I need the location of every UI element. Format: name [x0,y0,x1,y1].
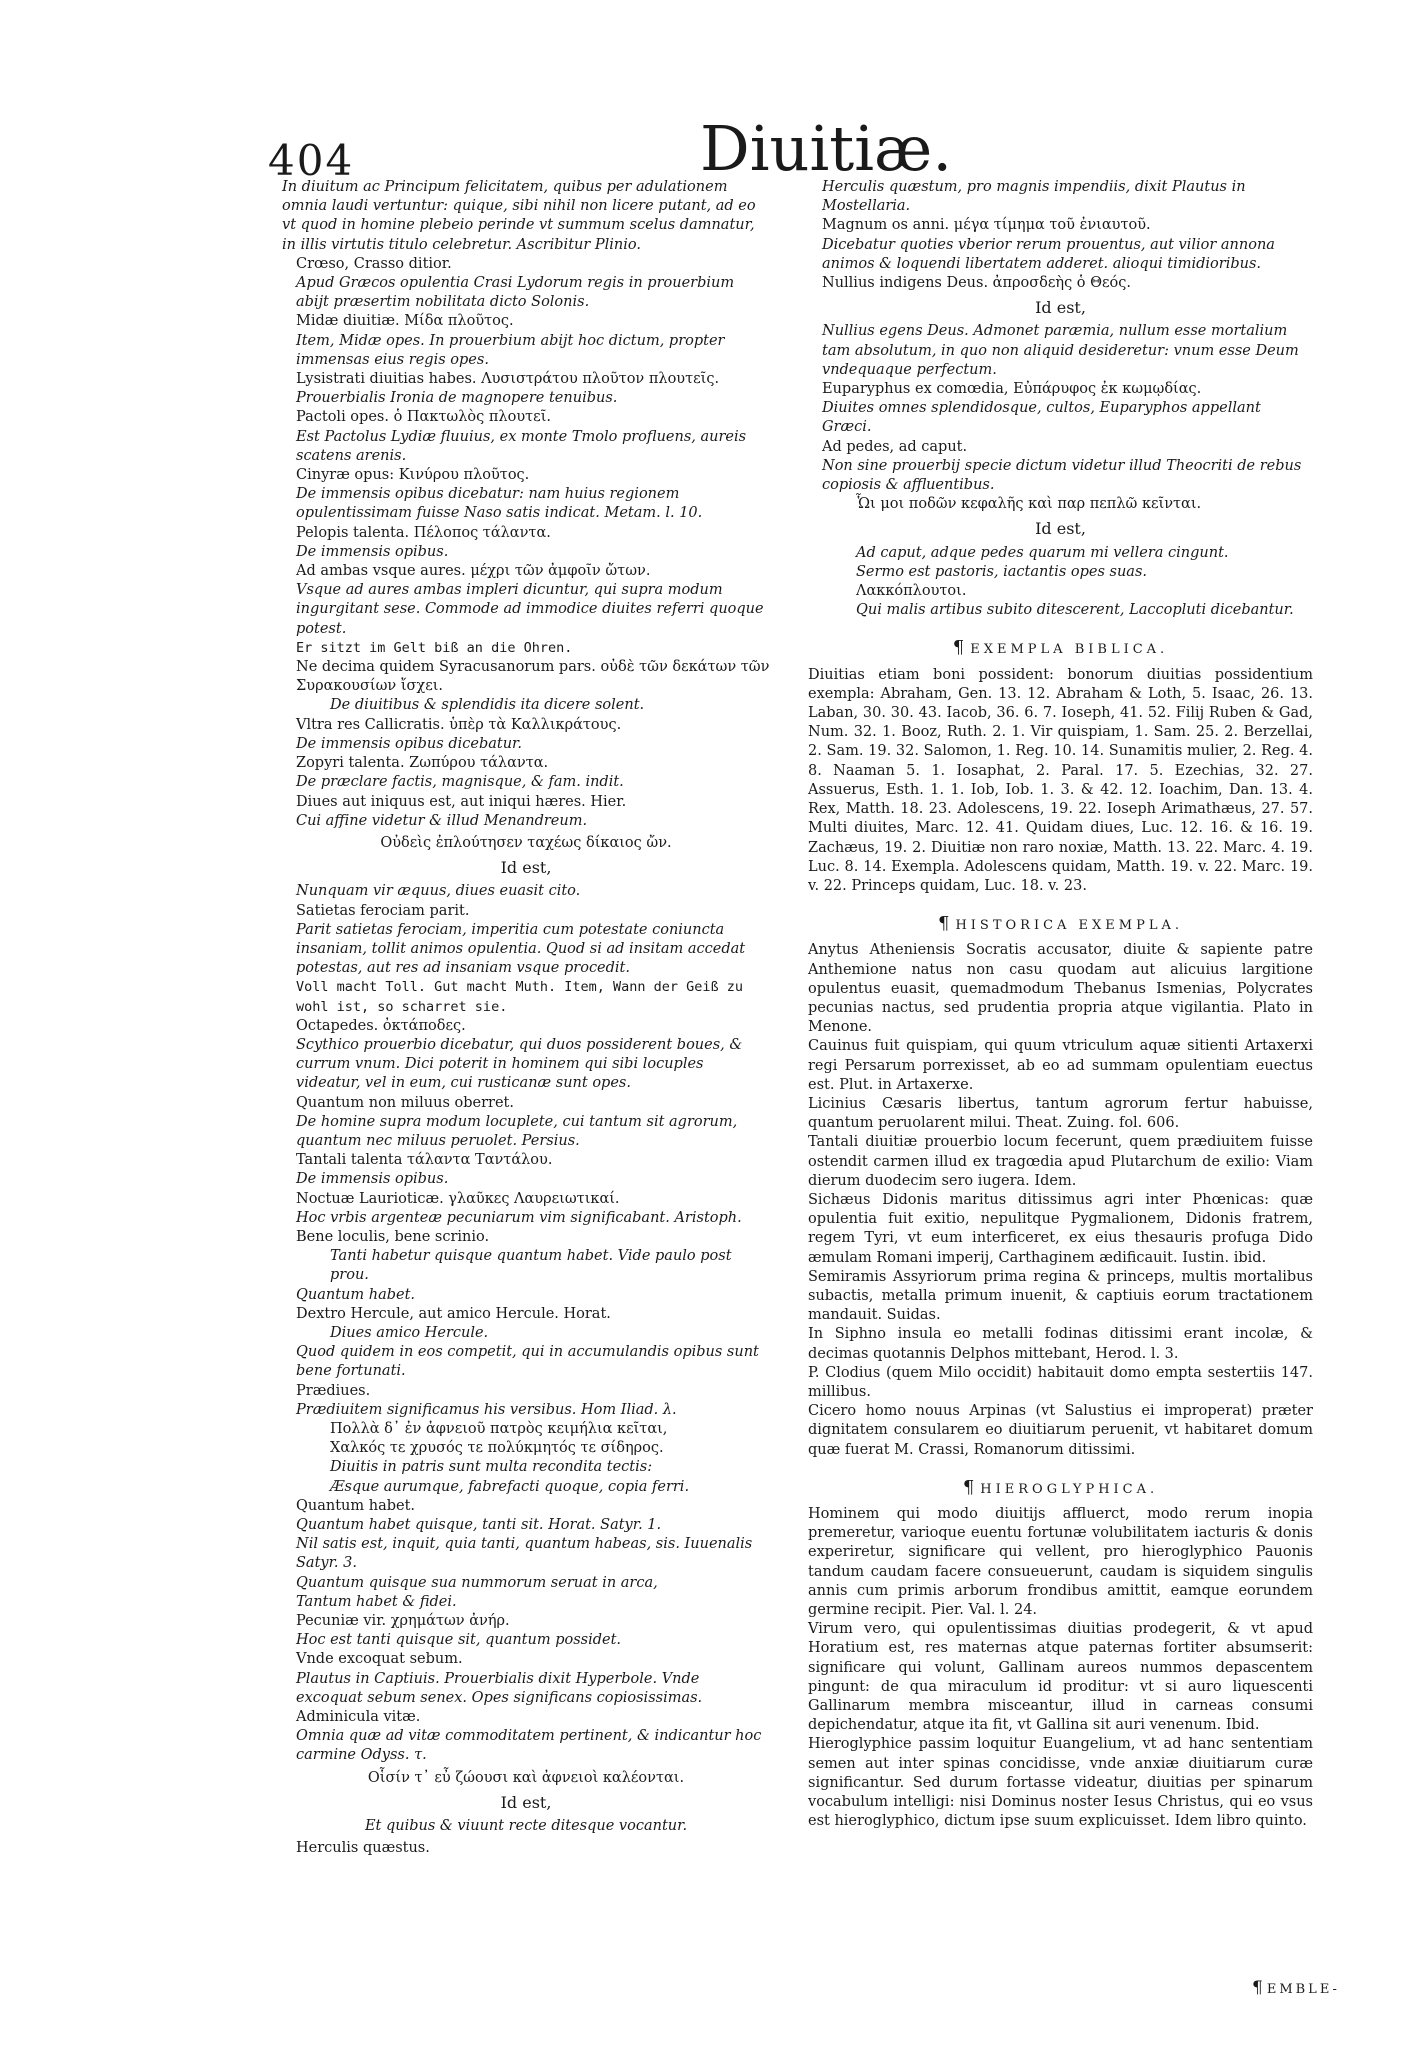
text-line: Ad ambas vsque aures. μέχρι τῶν ἀμφοῖν ὤτων. [296,563,651,580]
text-line: Crœso, Crasso ditior. [296,255,452,272]
text-line: De præclare factis, magnisque, & fam. indit. [296,774,624,791]
historica-paragraph: In Siphno insula eo metalli fodinas ditissimi erant incolæ, & decimas quotannis Delphos mittebant, Herod. l. 3. [808,1326,1313,1362]
text-line: Vnde excoquat sebum. [296,1651,463,1668]
text-line: De diuitibus & splendidis ita dicere solent. [330,697,645,714]
text-line: Quantum habet quisque, tanti sit. Horat. Satyr. 1. [296,1517,662,1534]
historica-paragraph: Cicero homo nouus Arpinas (vt Salustius ei improperat) præter dignitatem consularem eo diuitiarum peruenit, vt habitaret domum quæ fuerat M. Crassi, Romanorum ditissimi. [808,1403,1313,1458]
text-line: Magnum os anni. μέγα τίμημα τοῦ ἐνιαυτοῦ. [822,217,1151,234]
text-line: Prædiues. [296,1382,371,1399]
text-line: Ὧι μοι ποδῶν κεφαλῆς καὶ παρ πεπλῶ κεῖνται. [856,496,1202,513]
section-heading-biblica: ¶ EXEMPLA BIBLICA. [952,637,1169,659]
text-line: Vltra res Callicratis. ὑπὲρ τὰ Καλλικράτους. [296,716,622,733]
text-line: Nullius indigens Deus. ἀπροσδεὴς ὁ Θεός. [822,275,1132,292]
text-line: De immensis opibus. [296,1171,449,1188]
text-line: Πολλὰ δ᾽ ἐν ἀφνειοῦ πατρὸς κειμήλια κεῖται, [330,1421,668,1437]
section-heading-hieroglyphica: ¶ HIEROGLYPHICA. [962,1476,1159,1498]
right-column [808,178,1313,1831]
text-line: De immensis opibus dicebatur. [296,735,522,752]
text-line: Non sine prouerbij specie dictum videtur illud Theocriti de rebus copiosis & affluentibus. [822,457,1302,494]
section-mark-icon: ¶ [938,913,950,935]
catchword: ¶ EMBLE- [1252,1978,1340,1998]
text-line: Noctuæ Laurioticæ. γλαῦκες Λαυρειωτικαί. [296,1190,620,1207]
text-line: Id est, [500,858,552,878]
text-line: Ne decima quidem Syracusanorum pars. οὐδὲ τῶν δεκάτων τῶν Συρακουσίων ἴσχει. [296,659,770,695]
page-title: Diuitiæ. [700,112,953,185]
text-line: Tanti habetur quisque quantum habet. Vide paulo post prou. [330,1248,732,1284]
text-line: Er sitzt im Gelt biß an die Ohren. [296,639,573,656]
text-line: Dextro Hercule, aut amico Hercule. Horat. [296,1305,611,1322]
text-line: De immensis opibus. [296,543,449,560]
text-line: Bene loculis, bene scrinio. [296,1228,490,1245]
text-line: Οἷσίν τ᾽ εὖ ζώουσι καὶ ἀφνειοὶ καλέονται. [367,1769,685,1786]
text-line: Zopyri talenta. Ζωπύρου τάλαντα. [296,755,549,772]
text-line: Item, Midæ opes. In prouerbium abijt hoc dictum, propter immensas eius regis opes. [296,332,725,368]
text-line: Nunquam vir æquus, diues euasit cito. [296,883,581,900]
hieroglyphica-paragraph: Hieroglyphice passim loquitur Euangelium, vt ad hanc sententiam semen aut inter spinas concidisse, vnde anxiæ diuitiarum curæ significantur. Sed durum fortasse videatur, diuitias per spinarum vocabulum intelligi: nisi Dominus noster Iesus Christus, qui eo vsus est hieroglyphico, dictum ipse suum explicuisset. Idem libro quinto. [808,1736,1313,1830]
text-line: Cinyræ opus: Κινύρου πλοῦτος. [296,467,530,484]
hieroglyphica-paragraph: Hominem qui modo diuitijs affluerct, modo rerum inopia premeretur, varioque euentu fortunæ volubilitatem iacturis & donis experiretur, significare qui vellent, pro hieroglyphico Pauonis tandum caudam facere consueuerunt, caudam is siquidem singulis annis cum primis arborum frondibus amittit, eamque eorundem germine recipit. Pier. Val. l. 24. [808,1506,1313,1619]
text-line: Midæ diuitiæ. Μίδα πλοῦτος. [296,313,514,330]
section-heading-historica: ¶ HISTORICA EXEMPLA. [938,913,1183,935]
text-line: Diuitis in patris sunt multa recondita tectis: [330,1459,653,1476]
historica-paragraph: Licinius Cæsaris libertus, tantum agrorum fertur habuisse, quantum peruolarent milui. Theat. Zuing. fol. 606. [808,1095,1313,1132]
text-line: Hoc est tanti quisque sit, quantum possidet. [296,1632,622,1649]
text-line: Χαλκός τε χρυσός τε πολύκμητός τε σίδηρος. [330,1440,664,1457]
text-line: Hoc vrbis argenteæ pecuniarum vim significabant. Aristoph. [296,1209,742,1226]
text-line: Cui affine videtur & illud Menandreum. [296,812,588,829]
text-line: Pactoli opes. ὁ Πακτωλὸς πλουτεῖ. [296,409,551,426]
text-line: Herculis quæstum, pro magnis impendiis, dixit Plautus in Mostellaria. [822,179,1246,215]
text-line: Pecuniæ vir. χρημάτων ἀνήρ. [296,1613,510,1630]
text-line: Est Pactolus Lydiæ fluuius, ex monte Tmolo profluens, aureis scatens arenis. [296,428,747,464]
text-line: Tantali talenta τάλαντα Ταντάλου. [296,1152,553,1169]
text-line: Æsque aurumque, fabrefacti quoque, copia ferri. [330,1478,690,1495]
historica-paragraph: Anytus Atheniensis Socratis accusator, diuite & sapiente patre Anthemione natus non casu quodam aut alicuius largitione opulentus euasit, quemadmodum Thebanus Ismenias, Polycrates pecunias nactus, sed prudentia propria atque vigilantia. Plato in Menone. [808,942,1313,1036]
text-line: Pelopis talenta. Πέλοπος τάλαντα. [296,524,551,541]
text-line: De immensis opibus dicebatur: nam huius regionem opulentissimam fuisse Naso satis indicat. Metam. l. 10. [296,486,703,522]
text-line: De homine supra modum locuplete, cui tantum sit agrorum, quantum nec miluus peruolet. Persius. [296,1113,738,1149]
text-line: Qui malis artibus subito ditescerent, Laccopluti dicebantur. [856,602,1294,619]
text-line: Satietas ferociam parit. [296,902,470,919]
text-line: In diuitum ac Principum felicitatem, quibus per adulationem omnia laudi vertuntur: quique, sibi nihil non licere putant, ad eo vt quod in homine plebeio perinde vt summum scelus damnatur, in illis virtutis titulo celebretur. Ascribitur Plinio. [282,179,756,253]
left-column [282,178,770,1858]
text-line: Lysistrati diuitias habes. Λυσιστράτου πλοῦτον πλουτεῖς. [296,371,720,388]
text-line: Ad pedes, ad caput. [822,438,968,455]
text-line: Nil satis est, inquit, quia tanti, quantum habeas, sis. Iuuenalis Satyr. 3. [296,1536,753,1572]
text-line: Prouerbialis Ironia de magnopere tenuibus. [296,390,618,407]
text-line: Quantum non miluus oberret. [296,1094,514,1111]
text-line: Euparyphus ex comœdia, Εὐπάρυφος ἐκ κωμῳδίας. [822,381,1202,398]
text-line: Id est, [1035,298,1086,318]
page-number: 404 [268,136,355,185]
historica-paragraph: P. Clodius (quem Milo occidit) habitauit domo empta sestertiis 147. millibus. [808,1364,1313,1400]
text-line: Herculis quæstus. [296,1840,430,1857]
text-line: Voll macht Toll. Gut macht Muth. Item, Wann der Geiß zu wohl ist, so scharret sie. [296,979,744,1015]
text-line: Adminicula vitæ. [296,1709,421,1726]
text-line: Diues amico Hercule. [330,1324,489,1341]
historica-paragraph: Tantali diuitiæ prouerbio locum fecerunt, quem prædiuitem fuisse ostendit carmen illud ex tragœdia apud Plutarchum de exilio: Viam dierum duodecim sero iugera. Idem. [808,1134,1313,1189]
text-line: Et quibus & viuunt recte ditesque vocantur. [364,1818,688,1835]
text-line: Scythico prouerbio dicebatur, qui duos possiderent boues, & currum vnum. Dici poterit in hominem qui sibi locuples videatur, vel in eum, cui rusticanæ sunt opes. [296,1036,743,1092]
text-line: Οὐδεὶς ἐπλούτησεν ταχέως δίκαιος ὤν. [380,834,672,851]
text-line: Id est, [1035,519,1086,539]
text-line: Diues aut iniquus est, aut iniqui hæres. Hier. [296,793,627,810]
text-line: Dicebatur quoties vberior rerum prouentus, aut vilior annona animos & loquendi libertatem adderet. alioqui timidioribus. [822,236,1275,272]
biblica-text: Diuitias etiam boni possident: bonorum diuitias possidentium exempla: Abraham, Gen. 13. 12. Abraham & Loth, 5. Isaac, 26. 13. Laban, 30. 30. 43. Iacob, 36. 6. 7. Ioseph, 41. 52. Filij Ruben & Gad, Num. 32. 1. Booz, Ruth. 2. 1. Vir quispiam, 1. Sam. 25. 2. Berzellai, 2. Sam. 19. 32. Salomon, 1. Reg. 10. 14. Sunamitis mulier, 2. Reg. 4. 8. Naaman 5. 1. Iosaphat, 2. Paral. 17. 5. Ezechias, 32. 27. Assuerus, Esth. 1. 1. Iob, Iob. 1. 3. & 42. 12. Ioachim, Dan. 13. 4. Rex, Matth. 18. 23. Adolescens, 19. 22. Ioseph Arimathæus, 27. 57. Multi diuites, Marc. 12. 41. Quidam diues, Luc. 12. 16. & 16. 19. Zachæus, 19. 2. Diuitiæ non raro noxiæ, Matth. 13. 22. Marc. 4. 19. Luc. 8. 14. Exempla. Adolescens quidam, Matth. 19. v. 22. Marc. 19. v. 22. Princeps quidam, Luc. 18. v. 23. [808,666,1313,894]
text-line: Omnia quæ ad vitæ commoditatem pertinent, & indicantur hoc carmine Odyss. τ. [296,1728,762,1764]
section-mark-icon: ¶ [952,637,965,659]
text-line: Quantum habet. [296,1286,416,1303]
text-line: Quantum habet. [296,1497,416,1514]
text-line: Nullius egens Deus. Admonet paræmia, nullum esse mortalium tam absolutum, in quo non aliquid desideretur: vnum esse Deum vndequaque perfectum. [822,323,1299,378]
text-line: Tantum habet & fidei. [296,1593,457,1610]
text-line: Octapedes. ὀκτάποδες. [296,1017,466,1034]
text-line: Diuites omnes splendidosque, cultos, Euparyphos appellant Græci. [822,400,1261,436]
text-line: Ad caput, adque pedes quarum mi vellera cingunt. [856,544,1229,561]
text-line: Prædiuitem significamus his versibus. Hom Iliad. λ. [296,1401,677,1418]
section-mark-icon: ¶ [1252,1978,1263,1998]
historica-paragraph: Semiramis Assyriorum prima regina & princeps, multis mortalibus subactis, metalla primum inuenit, & captiuis eorum tractationem mandauit. Suidas. [808,1268,1313,1324]
text-line: Id est, [500,1792,552,1812]
historica-paragraph: Sichæus Didonis maritus ditissimus agri inter Phœnicas: quæ opulentia fuit exitio, nepulitque Pygmalionem, Didonis fratrem, regem Tyri, vt eum interficeret, ex eius thesauris profuga Dido æmulam Romani imperij, Carthaginem ædificauit. Iustin. ibid. [808,1191,1313,1266]
text-line: Quod quidem in eos competit, qui in accumulandis opibus sunt bene fortunati. [296,1344,759,1380]
text-line: Parit satietas ferociam, imperitia cum potestate coniuncta insaniam, tollit animos opulentia. Quod si ad insitam accedat potestas, aut res ad insaniam vsque procedit. [296,921,746,977]
text-line: Sermo est pastoris, iactantis opes suas. [856,563,1147,580]
historica-paragraph: Cauinus fuit quispiam, qui quum vtriculum aquæ sitienti Artaxerxi regi Persarum porrexisset, ab eo ad summam opulentiam euectus est. Plut. in Artaxerxe. [808,1038,1313,1093]
text-line: Apud Græcos opulentia Crasi Lydorum regis in prouerbium abijt præsertim nobilitata dicto Solonis. [296,275,735,311]
text-line: Plautus in Captiuis. Prouerbialis dixit Hyperbole. Vnde excoquat sebum senex. Opes significans copiosissimas. [296,1670,703,1706]
hieroglyphica-paragraph: Virum vero, qui opulentissimas diuitias prodegerit, & vt apud Horatium est, res maternas atque paternas fortiter absumserit: significare qui volunt, Gallinam aureos nummos depascentem pingunt: de qua miraculum id proditur: vt si auro liquescenti Gallinarum membra misceantur, illud in carneas consumi depichendatur, atque ita fit, vt Gallina sit auri venenum. Ibid. [808,1621,1313,1734]
section-mark-icon: ¶ [962,1476,975,1498]
text-line: Vsque ad aures ambas impleri dicuntur, qui supra modum ingurgitant sese. Commode ad immodice diuites referri quoque potest. [296,582,764,637]
text-line: Λακκόπλουτοι. [856,583,967,600]
text-line: Quantum quisque sua nummorum seruat in arca, [296,1574,658,1591]
